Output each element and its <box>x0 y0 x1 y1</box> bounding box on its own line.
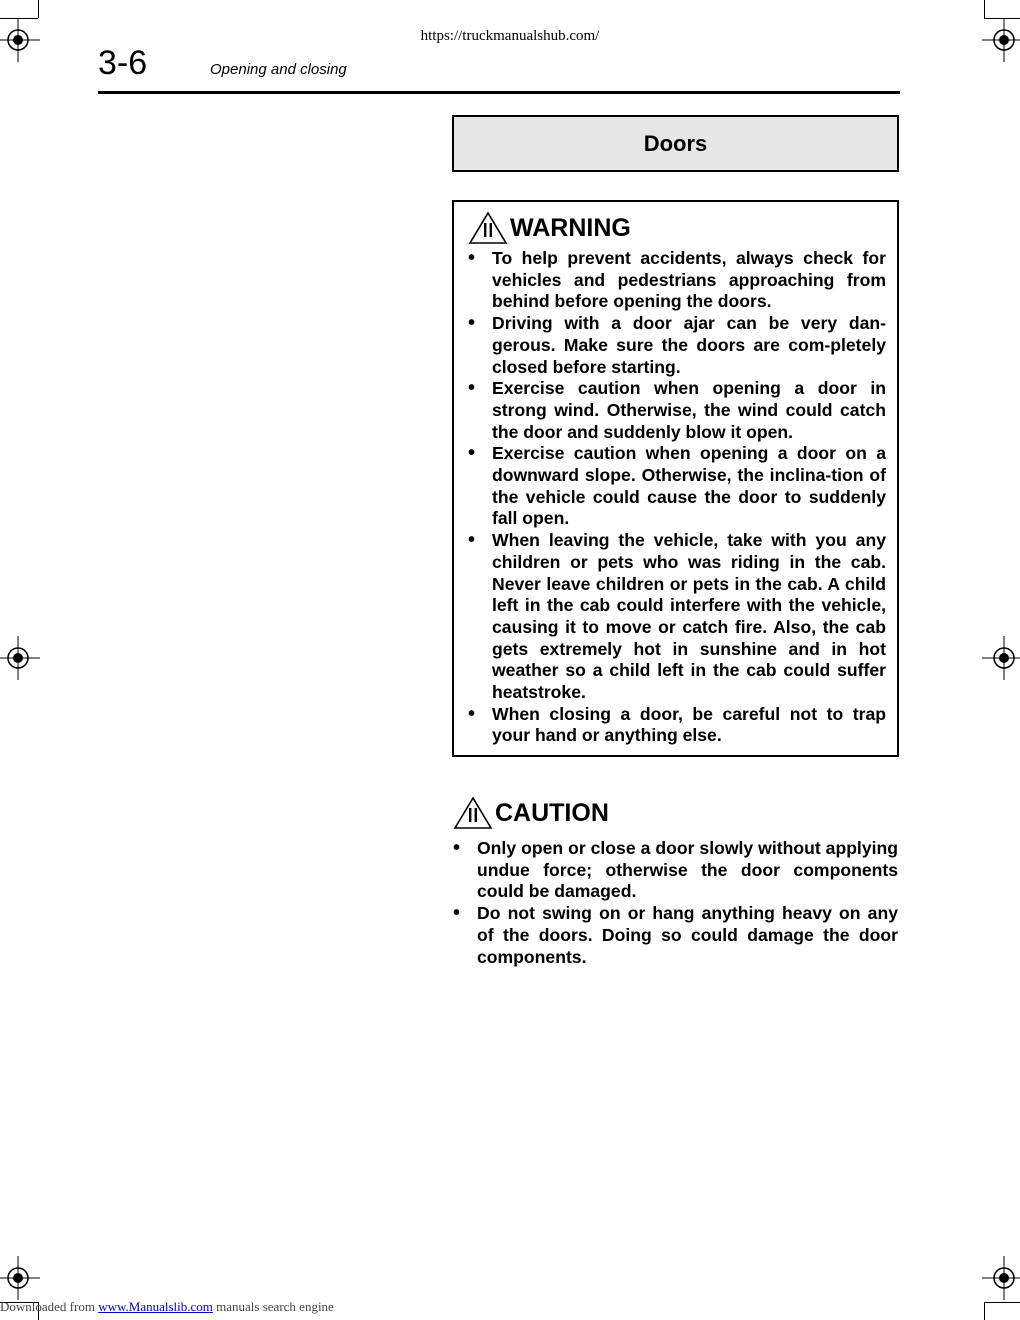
warning-heading <box>468 211 631 245</box>
list-item: • Exercise caution when opening a door on a downward slope. Otherwise, the inclina-tion of the vehicle could cause the door to suddenly fall open. <box>468 443 886 530</box>
crop-mark <box>984 1302 985 1320</box>
registration-mark-icon <box>982 636 1020 680</box>
caution-title: CAUTION <box>495 798 609 827</box>
section-title-box <box>452 115 899 172</box>
list-item: • Exercise caution when opening a door in strong wind. Otherwise, the wind could catch the door and suddenly blow it open. <box>468 378 886 443</box>
footer-suffix: manuals search engine <box>212 1299 334 1314</box>
warning-list <box>468 248 886 747</box>
warning-triangle-icon <box>468 211 508 245</box>
list-item: • When leaving the vehicle, take with you any children or pets who was riding in the cab. Never leave children or pets in the cab. A child left in the cab could interfere with the vehicle, causing it to move or catch fire. Also, the cab gets extremely hot in sunshine and in hot weather so a child left in the cab could suffer heatstroke. <box>468 530 886 704</box>
footer-link[interactable]: www.Manualslib.com <box>98 1299 213 1314</box>
warning-box <box>452 200 899 757</box>
section-title: Doors <box>643 130 708 156</box>
warning-triangle-icon <box>453 796 493 830</box>
crop-mark <box>38 0 39 18</box>
warning-title: WARNING <box>510 213 631 242</box>
list-item: • Only open or close a door slowly without applying undue force; otherwise the door components could be damaged. <box>453 838 898 903</box>
list-item: • Driving with a door ajar can be very dan-gerous. Make sure the doors are com-pletely closed before starting. <box>468 313 886 378</box>
page-number: 3-6 <box>98 44 148 82</box>
registration-mark-icon <box>982 1256 1020 1300</box>
crop-mark <box>984 1302 1020 1303</box>
footer-note <box>0 1299 334 1315</box>
source-url[interactable]: https://truckmanualshub.com/ <box>420 28 600 44</box>
list-item: • Do not swing on or hang anything heavy on any of the doors. Doing so could damage the door components. <box>453 903 898 968</box>
footer-prefix: Downloaded from <box>0 1299 99 1314</box>
registration-mark-icon <box>0 1256 40 1300</box>
caution-list <box>453 838 898 968</box>
header-rule <box>98 91 900 94</box>
crop-mark <box>984 0 985 18</box>
registration-mark-icon <box>0 636 40 680</box>
list-item: • When closing a door, be careful not to trap your hand or anything else. <box>468 704 886 747</box>
caution-heading <box>453 796 609 830</box>
list-item: • To help prevent accidents, always check for vehicles and pedestrians approaching from behind before opening the doors. <box>468 248 886 313</box>
section-name: Opening and closing <box>210 61 347 78</box>
